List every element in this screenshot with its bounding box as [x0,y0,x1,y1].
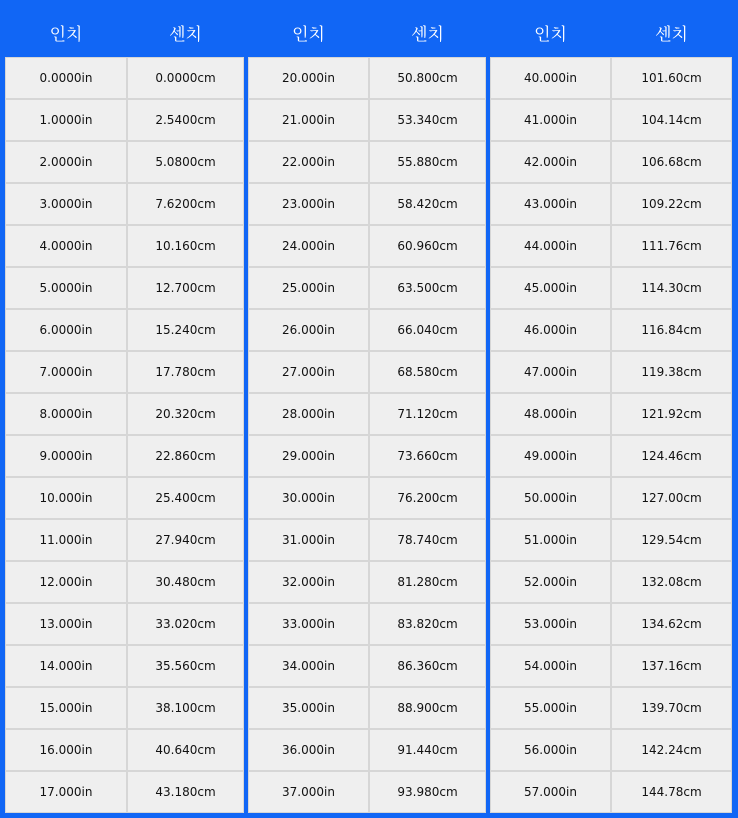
inch-value-cell: 4.0000in [5,225,127,267]
cm-value-cell: 22.860cm [127,435,244,477]
table-row [490,435,732,477]
inch-value-cell: 42.000in [490,141,611,183]
table-row [248,771,486,813]
inch-value-cell: 40.000in [490,57,611,99]
cm-value-cell: 40.640cm [127,729,244,771]
cm-value-cell: 116.84cm [611,309,732,351]
cm-value-cell: 20.320cm [127,393,244,435]
inch-value-cell: 31.000in [248,519,369,561]
cm-value-cell: 86.360cm [369,645,486,687]
inch-value-cell: 48.000in [490,393,611,435]
inch-value-cell: 53.000in [490,603,611,645]
inch-value-cell: 29.000in [248,435,369,477]
inch-value-cell: 33.000in [248,603,369,645]
table-row [490,351,732,393]
table-row [5,141,244,183]
cm-value-cell: 66.040cm [369,309,486,351]
panel-header [5,0,244,57]
table-row [5,57,244,99]
inch-value-cell: 45.000in [490,267,611,309]
table-row [5,477,244,519]
cm-value-cell: 129.54cm [611,519,732,561]
table-row [248,267,486,309]
table-row [248,603,486,645]
table-row [5,519,244,561]
inch-value-cell: 16.000in [5,729,127,771]
cm-value-cell: 93.980cm [369,771,486,813]
cm-value-cell: 60.960cm [369,225,486,267]
table-row [5,351,244,393]
inch-value-cell: 9.0000in [5,435,127,477]
inch-value-cell: 14.000in [5,645,127,687]
table-row [248,99,486,141]
table-row [5,435,244,477]
table-body [490,57,732,813]
cm-value-cell: 78.740cm [369,519,486,561]
inch-value-cell: 26.000in [248,309,369,351]
inch-value-cell: 41.000in [490,99,611,141]
table-row [5,687,244,729]
inch-value-cell: 44.000in [490,225,611,267]
cm-value-cell: 73.660cm [369,435,486,477]
table-row [248,645,486,687]
inch-column-header: 인치 [534,25,567,45]
cm-value-cell: 88.900cm [369,687,486,729]
cm-value-cell: 132.08cm [611,561,732,603]
table-row [248,141,486,183]
table-row [5,729,244,771]
inch-value-cell: 54.000in [490,645,611,687]
inch-value-cell: 21.000in [248,99,369,141]
cm-value-cell: 63.500cm [369,267,486,309]
cm-value-cell: 104.14cm [611,99,732,141]
cm-value-cell: 119.38cm [611,351,732,393]
cm-value-cell: 134.62cm [611,603,732,645]
cm-value-cell: 35.560cm [127,645,244,687]
cm-value-cell: 43.180cm [127,771,244,813]
inch-value-cell: 32.000in [248,561,369,603]
inch-value-cell: 20.000in [248,57,369,99]
inch-value-cell: 7.0000in [5,351,127,393]
inch-value-cell: 55.000in [490,687,611,729]
cm-value-cell: 121.92cm [611,393,732,435]
inch-value-cell: 56.000in [490,729,611,771]
table-row [248,309,486,351]
cm-value-cell: 106.68cm [611,141,732,183]
inch-value-cell: 10.000in [5,477,127,519]
inch-value-cell: 27.000in [248,351,369,393]
inch-value-cell: 13.000in [5,603,127,645]
inch-value-cell: 22.000in [248,141,369,183]
table-row [248,435,486,477]
table-row [490,519,732,561]
inch-value-cell: 0.0000in [5,57,127,99]
table-row [5,225,244,267]
table-row [5,183,244,225]
inch-value-cell: 1.0000in [5,99,127,141]
cm-value-cell: 91.440cm [369,729,486,771]
cm-value-cell: 101.60cm [611,57,732,99]
conversion-panel [490,0,732,818]
inch-value-cell: 8.0000in [5,393,127,435]
inch-value-cell: 17.000in [5,771,127,813]
table-row [490,729,732,771]
inch-value-cell: 25.000in [248,267,369,309]
table-row [5,771,244,813]
inch-value-cell: 35.000in [248,687,369,729]
inch-value-cell: 57.000in [490,771,611,813]
inch-column-header: 인치 [49,25,83,45]
inch-value-cell: 49.000in [490,435,611,477]
cm-value-cell: 50.800cm [369,57,486,99]
inch-column-header: 인치 [292,25,325,45]
inch-value-cell: 5.0000in [5,267,127,309]
table-row [490,687,732,729]
table-row [490,771,732,813]
conversion-panel [5,0,244,818]
cm-value-cell: 127.00cm [611,477,732,519]
cm-value-cell: 124.46cm [611,435,732,477]
table-row [5,603,244,645]
inch-value-cell: 47.000in [490,351,611,393]
panel-header [490,0,732,57]
table-row [5,645,244,687]
inch-value-cell: 34.000in [248,645,369,687]
table-row [248,687,486,729]
table-row [248,477,486,519]
cm-value-cell: 5.0800cm [127,141,244,183]
inch-value-cell: 52.000in [490,561,611,603]
inch-value-cell: 51.000in [490,519,611,561]
table-row [490,477,732,519]
table-row [490,267,732,309]
inch-value-cell: 12.000in [5,561,127,603]
table-row [248,519,486,561]
cm-value-cell: 81.280cm [369,561,486,603]
cm-value-cell: 33.020cm [127,603,244,645]
inch-value-cell: 28.000in [248,393,369,435]
cm-value-cell: 139.70cm [611,687,732,729]
cm-value-cell: 10.160cm [127,225,244,267]
inch-value-cell: 37.000in [248,771,369,813]
inch-value-cell: 23.000in [248,183,369,225]
cm-value-cell: 111.76cm [611,225,732,267]
cm-value-cell: 17.780cm [127,351,244,393]
inch-value-cell: 6.0000in [5,309,127,351]
cm-value-cell: 109.22cm [611,183,732,225]
table-row [490,99,732,141]
cm-value-cell: 114.30cm [611,267,732,309]
cm-value-cell: 76.200cm [369,477,486,519]
cm-value-cell: 68.580cm [369,351,486,393]
cm-column-header: 센치 [655,25,688,45]
table-row [248,561,486,603]
cm-value-cell: 83.820cm [369,603,486,645]
table-row [490,393,732,435]
table-body [248,57,486,813]
table-row [248,57,486,99]
table-row [490,645,732,687]
table-row [5,561,244,603]
inch-value-cell: 15.000in [5,687,127,729]
table-row [5,99,244,141]
cm-value-cell: 144.78cm [611,771,732,813]
inch-value-cell: 46.000in [490,309,611,351]
table-row [490,141,732,183]
cm-value-cell: 25.400cm [127,477,244,519]
table-row [248,183,486,225]
panel-header [248,0,486,57]
table-row [490,561,732,603]
table-row [248,225,486,267]
table-row [248,729,486,771]
table-row [248,393,486,435]
table-row [490,57,732,99]
table-row [490,225,732,267]
table-row [5,393,244,435]
inch-value-cell: 24.000in [248,225,369,267]
cm-value-cell: 2.5400cm [127,99,244,141]
conversion-panel [248,0,486,818]
cm-value-cell: 15.240cm [127,309,244,351]
inch-value-cell: 50.000in [490,477,611,519]
cm-value-cell: 55.880cm [369,141,486,183]
inch-value-cell: 30.000in [248,477,369,519]
cm-value-cell: 7.6200cm [127,183,244,225]
cm-value-cell: 142.24cm [611,729,732,771]
table-row [5,309,244,351]
inch-value-cell: 3.0000in [5,183,127,225]
cm-column-header: 센치 [169,25,202,45]
cm-value-cell: 27.940cm [127,519,244,561]
table-row [490,183,732,225]
inch-value-cell: 43.000in [490,183,611,225]
table-row [248,351,486,393]
table-row [490,603,732,645]
cm-value-cell: 38.100cm [127,687,244,729]
table-row [490,309,732,351]
inch-value-cell: 2.0000in [5,141,127,183]
cm-value-cell: 12.700cm [127,267,244,309]
cm-value-cell: 58.420cm [369,183,486,225]
cm-value-cell: 53.340cm [369,99,486,141]
inch-value-cell: 36.000in [248,729,369,771]
cm-value-cell: 0.0000cm [127,57,244,99]
cm-column-header: 센치 [411,25,444,45]
cm-value-cell: 30.480cm [127,561,244,603]
inch-value-cell: 11.000in [5,519,127,561]
cm-value-cell: 71.120cm [369,393,486,435]
cm-value-cell: 137.16cm [611,645,732,687]
table-body [5,57,244,813]
table-row [5,267,244,309]
